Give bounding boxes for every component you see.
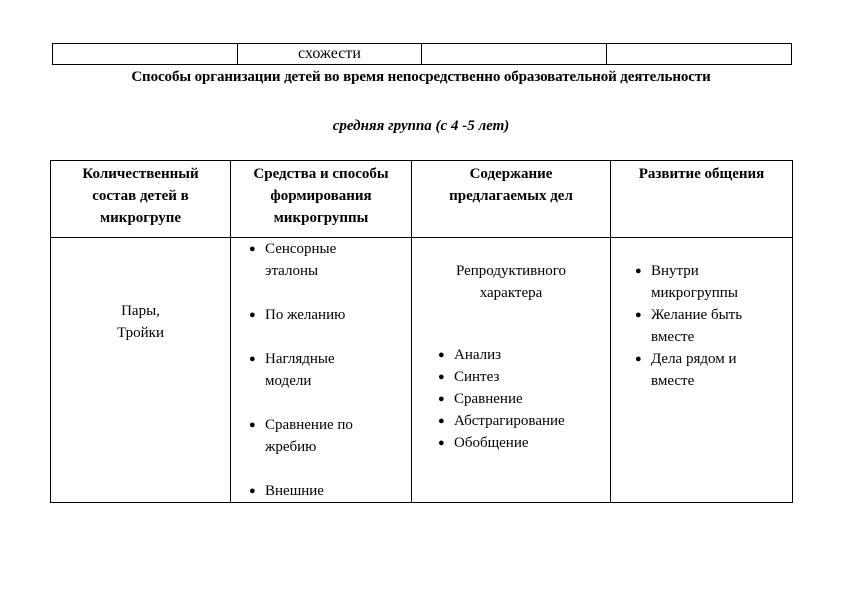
bullet-icon: ●: [635, 265, 642, 277]
header-line: микрогруппы: [273, 210, 369, 226]
bullet-icon: ●: [438, 349, 445, 361]
cell-line: Пары,: [121, 303, 160, 319]
list-item: [231, 348, 411, 392]
bullet-icon: ●: [438, 437, 445, 449]
section-heading: Способы организации детей во время непосредственно образовательной деятельности: [131, 69, 711, 85]
item-line: жребию: [265, 439, 317, 455]
means-list: [231, 238, 411, 502]
item-line: микрогруппы: [651, 285, 738, 301]
table-row: [53, 44, 792, 65]
section-subheading: средняя группа (с 4 -5 лет): [332, 118, 510, 134]
list-item: [231, 480, 411, 502]
item-line: Внешние: [265, 483, 324, 499]
item-line: Сравнение по: [265, 417, 353, 433]
list-item: [231, 238, 411, 282]
table-row: [51, 238, 793, 503]
item-line: вместе: [651, 329, 695, 345]
bullet-icon: ●: [438, 393, 445, 405]
list-item: [611, 348, 792, 392]
table-cell: схожести: [238, 44, 422, 65]
cell-line: Репродуктивного: [455, 263, 567, 279]
communication-list: [611, 238, 792, 392]
bullet-icon: ●: [438, 371, 445, 383]
column-header-means: [231, 161, 412, 238]
column-header-content: [412, 161, 611, 238]
organization-table: [50, 160, 793, 503]
column-header-communication: [611, 161, 793, 238]
item-line: Желание быть: [651, 307, 743, 323]
item-text: Обобщение: [454, 435, 529, 451]
column-header-quantity: [51, 161, 231, 238]
top-table-fragment: [52, 43, 792, 65]
list-item: [412, 344, 610, 366]
header-line: микрогрупе: [99, 210, 182, 226]
table-cell: [607, 44, 792, 65]
bullet-icon: ●: [635, 309, 642, 321]
item-line: Дела рядом и: [651, 351, 737, 367]
list-item: [412, 366, 610, 388]
cell-content: [412, 238, 611, 503]
bullet-icon: ●: [249, 485, 256, 497]
list-item: [611, 304, 792, 348]
bullet-icon: ●: [249, 243, 256, 255]
header-line: предлагаемых дел: [449, 188, 573, 204]
bullet-icon: ●: [249, 419, 256, 431]
item-text: Анализ: [454, 347, 502, 363]
item-line: Наглядные: [265, 351, 335, 367]
list-item: [412, 388, 610, 410]
header-line: формирования: [270, 188, 372, 204]
bullet-icon: ●: [438, 415, 445, 427]
header-line: Количественный: [82, 166, 199, 182]
item-line: По желанию: [265, 307, 346, 323]
list-item: [231, 414, 411, 458]
header-line: Средства и способы: [253, 166, 389, 182]
cell-quantity: [51, 238, 231, 503]
item-line: вместе: [651, 373, 695, 389]
bullet-icon: ●: [249, 353, 256, 365]
cell-line: Тройки: [117, 325, 164, 341]
list-item: [611, 260, 792, 304]
list-item: [412, 432, 610, 454]
cell-communication: [611, 238, 793, 503]
item-text: Сравнение: [454, 391, 523, 407]
header-line: состав детей в: [92, 188, 189, 204]
cell-line: характера: [479, 285, 543, 301]
item-line: модели: [265, 373, 312, 389]
bullet-icon: ●: [635, 353, 642, 365]
table-cell: [53, 44, 238, 65]
header-line: Содержание: [469, 166, 553, 182]
table-header-row: [51, 161, 793, 238]
list-item: [231, 304, 411, 326]
bullet-icon: ●: [249, 309, 256, 321]
list-item: [412, 410, 610, 432]
item-line: Сенсорные: [265, 241, 337, 257]
item-text: Абстрагирование: [454, 413, 565, 429]
content-list: [412, 304, 610, 454]
item-line: эталоны: [265, 263, 319, 279]
item-line: Внутри: [651, 263, 699, 279]
item-text: Синтез: [454, 369, 500, 385]
cell-means: [231, 238, 412, 503]
header-line: Развитие общения: [638, 166, 765, 182]
table-cell: [422, 44, 607, 65]
